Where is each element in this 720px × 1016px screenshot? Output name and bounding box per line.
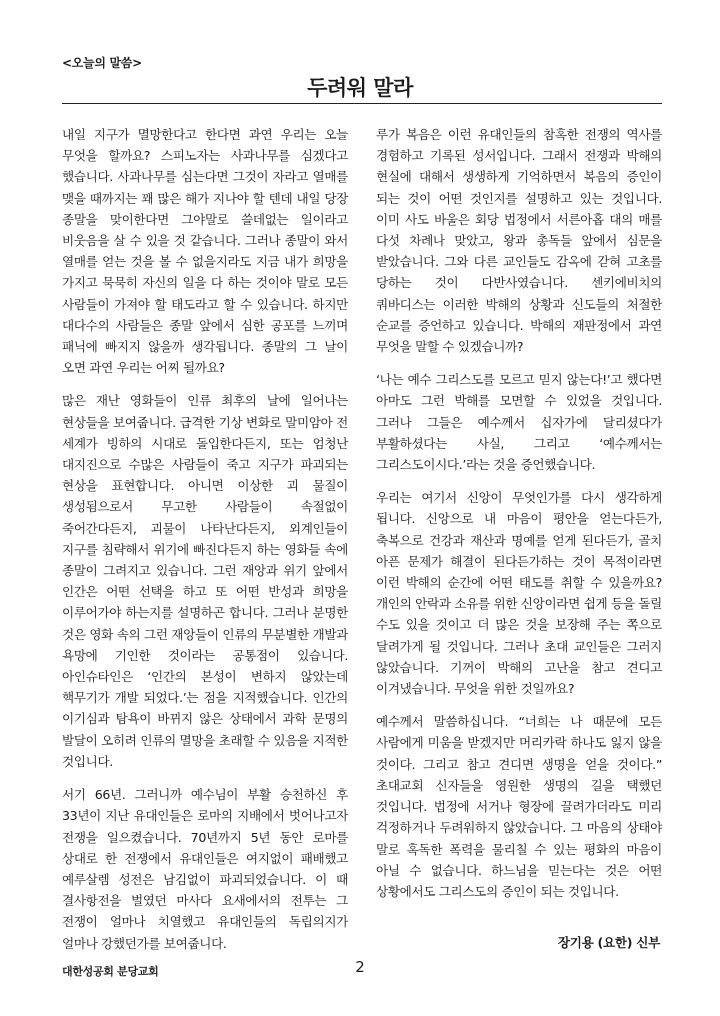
page-title: 두려워 말라 (307, 76, 413, 100)
paragraph: 서기 66년. 그러니까 예수님이 부활 승천하신 후 33년이 지난 유대인들은 로마의 지배에서 벗어나고자 전쟁을 일으켰습니다. 70년까지 5년 동안 로마를 상대로 한 전쟁에서 유대인들은 여지없이 패배했고 예루살렘 성전은 남김없이 파괴되었습니다. 이 때 결사항전을 벌였던 마사다 요새에서의 전투는 그 전쟁이 얼마나 치열했고 유대인들의 독립의지가 얼마나 강했던가를 보여줍니다. (62, 787, 348, 951)
page-number: 2 (355, 958, 365, 976)
paragraph: 루가 복음은 이런 유대인들의 참혹한 전쟁의 역사를 경험하고 기록된 성서입니다. 그래서 전쟁과 박해의 현실에 대해서 생생하게 기억하면서 복음의 증인이 되는 것이 어떤 것인지를 설명하고 있는 것입니다. 이미 사도 바울은 회당 법정에서 서른아홉 대의 매를 다섯 차례나 맞았고, 왕과 총독들 앞에서 심문을 받았습니다. 그와 다른 교인들도 감옥에 갇혀 고초를 당하는 것이 다반사였습니다. 센키에비치의 쿼바디스는 이러한 박해의 상황과 신도들의 처절한 순교를 증언하고 있습니다. 박해의 재판정에서 과연 무엇을 말할 수 있겠습니까? (376, 127, 662, 355)
author-signature: 장기용 (요한) 신부 (557, 935, 660, 950)
right-column (376, 124, 662, 914)
paragraph: 예수께서 말씀하십니다. “너희는 나 때문에 모든 사람에게 미움을 받겠지만 머리카락 하나도 잃지 않을 것이다. 그리고 참고 견디면 생명을 얻을 것이다.” 초대교회 신자들을 영원한 생명의 길을 택했던 것입니다. 법정에 서거나 형장에 끌려가더라도 미리 걱정하거나 두려워하지 않았습니다. 그 마음의 상태야 말로 혹독한 폭력을 물리칠 수 있는 평화의 마음이 아닐 수 없습니다. 하느님을 믿는다는 것은 어떤 상황에서도 그리스도의 증인이 되는 것입니다. (376, 714, 662, 899)
paragraph: ‘나는 예수 그리스도를 모르고 믿지 않는다!’고 했다면 아마도 그런 박해를 모면할 수 있었을 것입니다. 그러나 그들은 예수께서 십자가에 달리셨다가 부활하셨다는 사실, 그리고 ‘예수께서는 그리스도이시다.’라는 것을 증언했습니다. (376, 372, 662, 473)
paragraph: 많은 재난 영화들이 인류 최후의 날에 일어나는 현상들을 보여줍니다. 급격한 기상 변화로 말미암아 전 세계가 빙하의 시대로 돌입한다든지, 또는 엄청난 대지진으로 수많은 사람들이 죽고 지구가 파괴되는 현상을 표현합니다. 아니면 이상한 괴 물질이 생성됨으로서 무고한 사람들이 속절없이 죽어간다든지, 괴물이 나타난다든지, 외계인들이 지구를 침략해서 위기에 빠진다든지 하는 영화들 속에 종말이 그려지고 있습니다. 그런 재앙과 위기 앞에서 인간은 어떤 선택을 하고 또 어떤 반성과 희망을 이루어가야 하는지를 설명하곤 합니다. 그러나 분명한 것은 영화 속의 그런 재앙들이 인류의 무분별한 개발과 욕망에 기인한 것이라는 공통점이 있습니다. 아인슈타인은 ‘인간의 본성이 변하지 않았는데 핵무기가 개발 되었다.’는 점을 지적했습니다. 인간의 이기심과 탐욕이 바뀌지 않은 상태에서 과학 문명의 발달이 오히려 인류의 멸망을 초래할 수 있음을 지적한 것입니다. (62, 393, 348, 769)
footer-church-name: 대한성공회 분당교회 (62, 965, 159, 978)
paragraph: 우리는 여기서 신앙이 무엇인가를 다시 생각하게 됩니다. 신앙으로 내 마음이 평안을 얻는다든가, 축복으로 건강과 재산과 명예를 얻게 된다든가, 골치 아픈 문제가 해결이 된다든가하는 것이 목적이라면 이런 박해의 순간에 어떤 태도를 취할 수 있을까요? 개인의 안락과 소유를 위한 신앙이라면 쉽게 등을 돌릴 수도 있을 것이고 더 많은 것을 보장해 주는 쪽으로 달려가게 될 것입니다. 그러나 초대 교인들은 그러지 않았습니다. 기꺼이 박해의 고난을 참고 견디고 이겨냈습니다. 무엇을 위한 것일까요? (376, 490, 662, 697)
section-label: <오늘의 말씀> (62, 56, 142, 70)
paragraph: 내일 지구가 멸망한다고 한다면 과연 우리는 오늘 무엇을 할까요? 스피노자는 사과나무를 심겠다고 했습니다. 사과나무를 심는다면 그것이 자라고 열매를 맺을 때까지는 꽤 많은 해가 지나야 할 텐데 내일 당장 종말을 맞이한다면 그야말로 쓸데없는 일이라고 비웃음을 살 수 있을 것 같습니다. 그러나 종말이 와서 열매를 얻는 것을 볼 수 없을지라도 지금 내가 희망을 가지고 묵묵히 자신의 일을 다 하는 것이야 말로 모든 사람들이 가져야 할 태도라고 할 수 있습니다. 하지만 대다수의 사람들은 종말 앞에서 심한 공포를 느끼며 패닉에 빠지지 않을까 생각됩니다. 종말의 그 날이 오면 과연 우리는 어찌 될까요? (62, 127, 348, 376)
left-column (62, 124, 348, 966)
title-divider (62, 103, 662, 104)
